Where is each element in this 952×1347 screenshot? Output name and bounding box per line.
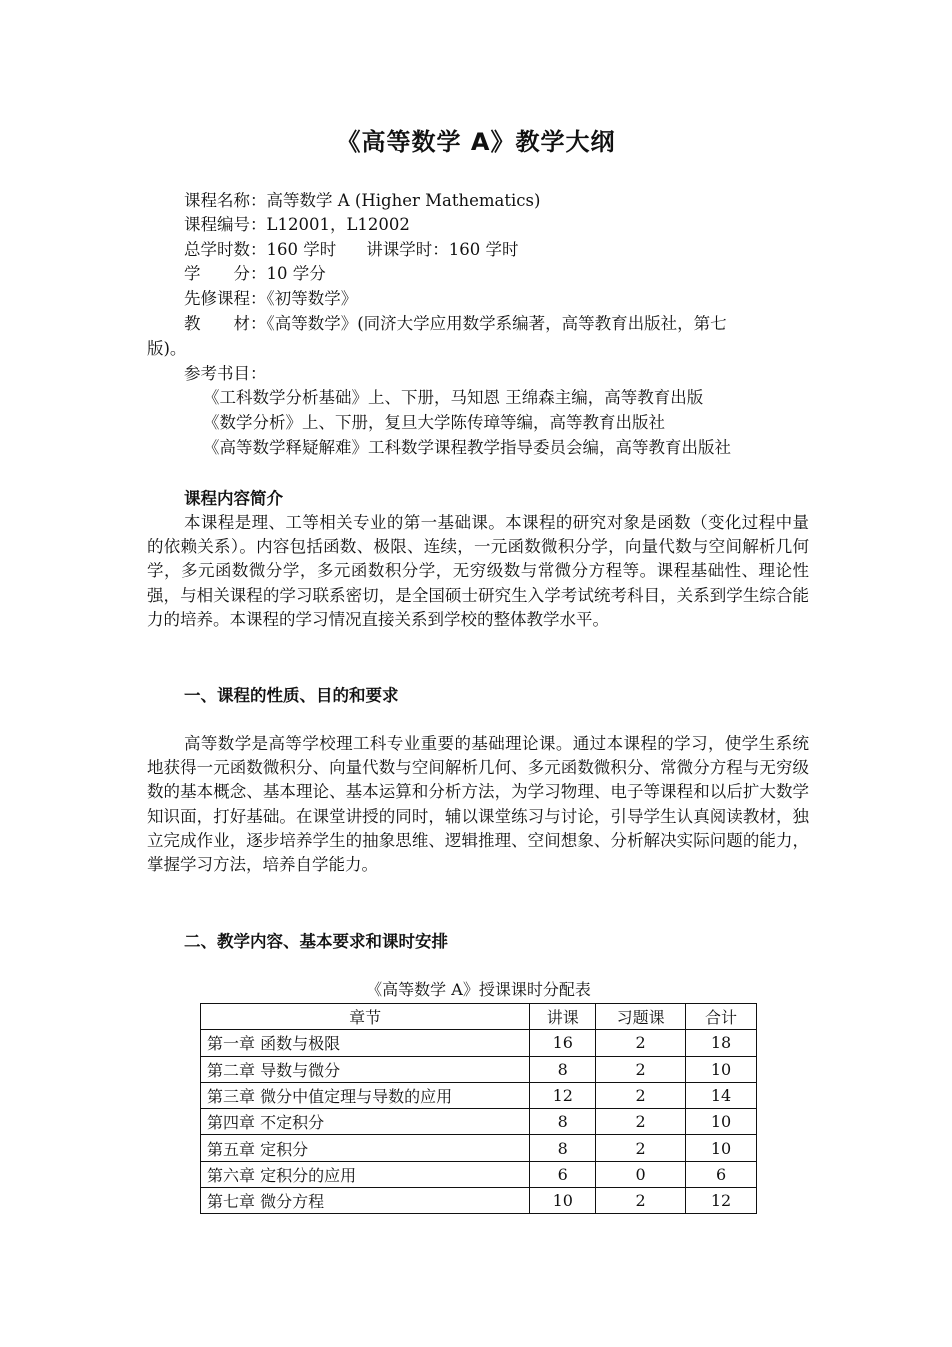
table-row (201, 1188, 757, 1214)
chapter-cell: 第五章 定积分 (201, 1135, 530, 1161)
textbook-continuation: 版)。 (147, 339, 187, 358)
table-row (201, 1082, 757, 1108)
exercise-hours-cell: 0 (596, 1161, 686, 1187)
exercise-hours-cell: 2 (596, 1082, 686, 1108)
total-hours-cell: 10 (686, 1056, 757, 1082)
course-name-label: 课程名称： (184, 191, 267, 210)
course-name-line (184, 189, 540, 213)
prereq-value: 《初等数学》 (266, 289, 358, 308)
course-name-value: 高等数学 A (Higher Mathematics) (266, 191, 541, 210)
exercise-hours-cell: 2 (596, 1135, 686, 1161)
page-title: 《高等数学 A》教学大纲 (336, 128, 616, 156)
course-hours-line (184, 238, 519, 262)
table-caption: 《高等数学 A》授课课时分配表 (366, 980, 591, 999)
total-hours-label: 总学时数： (184, 240, 267, 259)
chapter-cell: 第三章 微分中值定理与导数的应用 (201, 1082, 530, 1108)
chapter-cell: 第六章 定积分的应用 (201, 1161, 530, 1187)
credit-label-second: 分： (233, 264, 267, 283)
total-hours-cell: 6 (686, 1161, 757, 1187)
column-header-exercise: 习题课 (596, 1004, 686, 1030)
lecture-hours-label: 讲课学时： (366, 240, 449, 259)
column-header-total: 合计 (686, 1004, 757, 1030)
section-2-heading: 二、教学内容、基本要求和课时安排 (184, 932, 448, 951)
reference-item: 《高等数学释疑解难》工科数学课程教学指导委员会编，高等教育出版社 (203, 438, 731, 457)
column-header-lecture: 讲课 (530, 1004, 596, 1030)
column-header-chapter: 章节 (201, 1004, 530, 1030)
lecture-hours-cell: 8 (530, 1135, 596, 1161)
table-row (201, 1135, 757, 1161)
lecture-hours-value: 160 学时 (448, 240, 519, 259)
textbook-value: 《高等数学》(同济大学应用数学系编著，高等教育出版社，第七 (266, 314, 727, 333)
course-code-value: L12001，L12002 (266, 215, 410, 234)
lecture-hours-cell: 10 (530, 1188, 596, 1214)
prereq-line (184, 287, 357, 311)
course-code-label: 课程编号： (184, 215, 267, 234)
lecture-hours-cell: 8 (530, 1056, 596, 1082)
intro-paragraph: 本课程是理、工等相关专业的第一基础课。本课程的研究对象是函数（变化过程中量的依赖关系）。内容包括函数、极限、连续，一元函数微积分学，向量代数与空间解析几何学，多元函数微分学，多元函数积分学，无穷级数与常微分方程等。课程基础性、理论性强，与相关课程的学习联系密切，是全国硕士研究生入学考试统考科目，关系到学生综合能力的培养。本课程的学习情况直接关系到学校的整体教学水平。 (147, 513, 809, 629)
lecture-hours-cell: 6 (530, 1161, 596, 1187)
table-row (201, 1030, 757, 1056)
prereq-label: 先修课程： (184, 289, 267, 308)
total-hours-value: 160 学时 (266, 240, 337, 259)
table-row (201, 1109, 757, 1135)
exercise-hours-cell: 2 (596, 1056, 686, 1082)
intro-heading: 课程内容简介 (184, 489, 283, 508)
lecture-hours-cell: 12 (530, 1082, 596, 1108)
total-hours-cell: 12 (686, 1188, 757, 1214)
hours-allocation-table (200, 1003, 757, 1214)
chapter-cell: 第一章 函数与极限 (201, 1030, 530, 1056)
textbook-line (184, 312, 727, 336)
table-row (201, 1056, 757, 1082)
exercise-hours-cell: 2 (596, 1188, 686, 1214)
credit-value: 10 学分 (266, 264, 326, 283)
credit-label-first: 学 (184, 264, 201, 283)
chapter-cell: 第七章 微分方程 (201, 1188, 530, 1214)
total-hours-cell: 10 (686, 1109, 757, 1135)
table-row (201, 1161, 757, 1187)
textbook-label-second: 材： (233, 314, 267, 333)
chapter-cell: 第四章 不定积分 (201, 1109, 530, 1135)
lecture-hours-cell: 8 (530, 1109, 596, 1135)
table-header-row (201, 1004, 757, 1030)
lecture-hours-cell: 16 (530, 1030, 596, 1056)
exercise-hours-cell: 2 (596, 1109, 686, 1135)
reference-item: 《工科数学分析基础》上、下册，马知恩 王绵森主编，高等教育出版 (203, 388, 704, 407)
course-credit-line (184, 262, 326, 286)
total-hours-cell: 18 (686, 1030, 757, 1056)
reference-item: 《数学分析》上、下册，复旦大学陈传璋等编，高等教育出版社 (203, 413, 665, 432)
total-hours-cell: 10 (686, 1135, 757, 1161)
section-1-heading: 一、课程的性质、目的和要求 (184, 686, 399, 705)
total-hours-cell: 14 (686, 1082, 757, 1108)
references-label: 参考书目： (184, 364, 267, 383)
exercise-hours-cell: 2 (596, 1030, 686, 1056)
section-1-paragraph: 高等数学是高等学校理工科专业重要的基础理论课。通过本课程的学习，使学生系统地获得一元函数微积分、向量代数与空间解析几何、多元函数微积分、常微分方程与无穷级数的基本概念、基本理论、基本运算和分析方法，为学习物理、电子等课程和以后扩大数学知识面，打好基础。在课堂讲授的同时，辅以课堂练习与讨论，引导学生认真阅读教材，独立完成作业，逐步培养学生的抽象思维、逻辑推理、空间想象、分析解决实际问题的能力，掌握学习方法，培养自学能力。 (147, 734, 809, 875)
chapter-cell: 第二章 导数与微分 (201, 1056, 530, 1082)
textbook-label-first: 教 (184, 314, 201, 333)
course-code-line (184, 213, 410, 237)
